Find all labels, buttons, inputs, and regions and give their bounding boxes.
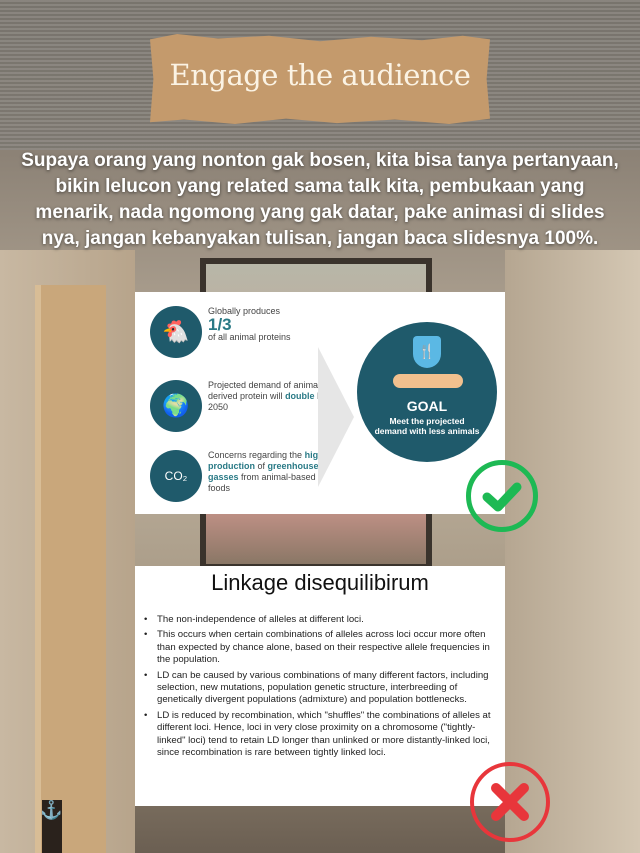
goal-text: Meet the projected demand with less animals: [374, 416, 480, 436]
bullet-item: • The non-independence of alleles at different loci.: [141, 614, 499, 626]
page-title: Engage the audience: [169, 58, 471, 92]
fact-text: Concerns regarding the: [208, 450, 303, 460]
fact-text: by 2050: [208, 391, 327, 412]
fact-text: of all animal proteins: [208, 332, 291, 342]
fact-highlight: high production: [208, 450, 324, 471]
description-text: Supaya orang yang nonton gak bosen, kita bisa tanya pertanyaan, bikin lelucon yang related sama talk kita, pembukaan yang menarik, nada ngomong yang gak datar, pake animasi di slides nya, jangan kebanyakan tulisan, jangan baca slidesnya 100%.: [21, 150, 619, 249]
goal-circle: [357, 322, 497, 462]
fact-item: [150, 450, 325, 510]
hand-icon: [393, 374, 463, 388]
fact-highlight: double: [285, 391, 315, 401]
co2-cloud-icon: CO₂: [150, 450, 202, 502]
good-slide-example: [135, 292, 505, 514]
slide-title: Linkage disequilibirum: [211, 570, 429, 595]
fact-item: [150, 306, 325, 366]
bad-slide-example: [135, 566, 505, 806]
shield-cutlery-icon: 🍴: [413, 336, 441, 368]
right-wall: [505, 250, 640, 853]
bullet-item: • This occurs when certain combinations of alleles across loci occur more often than expected by chance alone, based on their respective allele frequencies in the population.: [141, 629, 499, 666]
fact-item: [150, 380, 325, 440]
chicken-icon: 🐔: [150, 306, 202, 358]
fact-text: of: [257, 461, 266, 471]
check-icon: [466, 460, 538, 532]
bullet-list: [141, 614, 499, 762]
bullet-item: • LD is reduced by recombination, which "shuffles" the combinations of alleles at different loci. Hence, loci in very close proximity on a chromosome ("tightly-linked" loci) tend to retain LD longer than unlinked or more distantly-linked loci, since recombination is rare between tightly linked loci.: [141, 710, 499, 760]
anchor-icon: ⚓: [40, 800, 63, 820]
fact-text: Projected demand of animal-derived protein will: [208, 380, 324, 401]
fact-highlight: 1/3: [208, 315, 232, 334]
fact-highlight: greenhouse gasses: [208, 461, 319, 482]
food-globe-icon: 🌍: [150, 380, 202, 432]
door-frame: [35, 285, 106, 853]
cross-icon: [470, 762, 550, 842]
fact-text: from animal-based foods: [208, 472, 316, 493]
arrow-shape: [318, 347, 354, 487]
bullet-item: • LD can be caused by various combinations of many different factors, including selection, new mutations, population genetic structure, interbreeding of genetically divergent populations (admixture) and population bottlenecks.: [141, 670, 499, 707]
fact-text: Globally produces: [208, 306, 281, 316]
goal-label: GOAL: [406, 398, 448, 414]
